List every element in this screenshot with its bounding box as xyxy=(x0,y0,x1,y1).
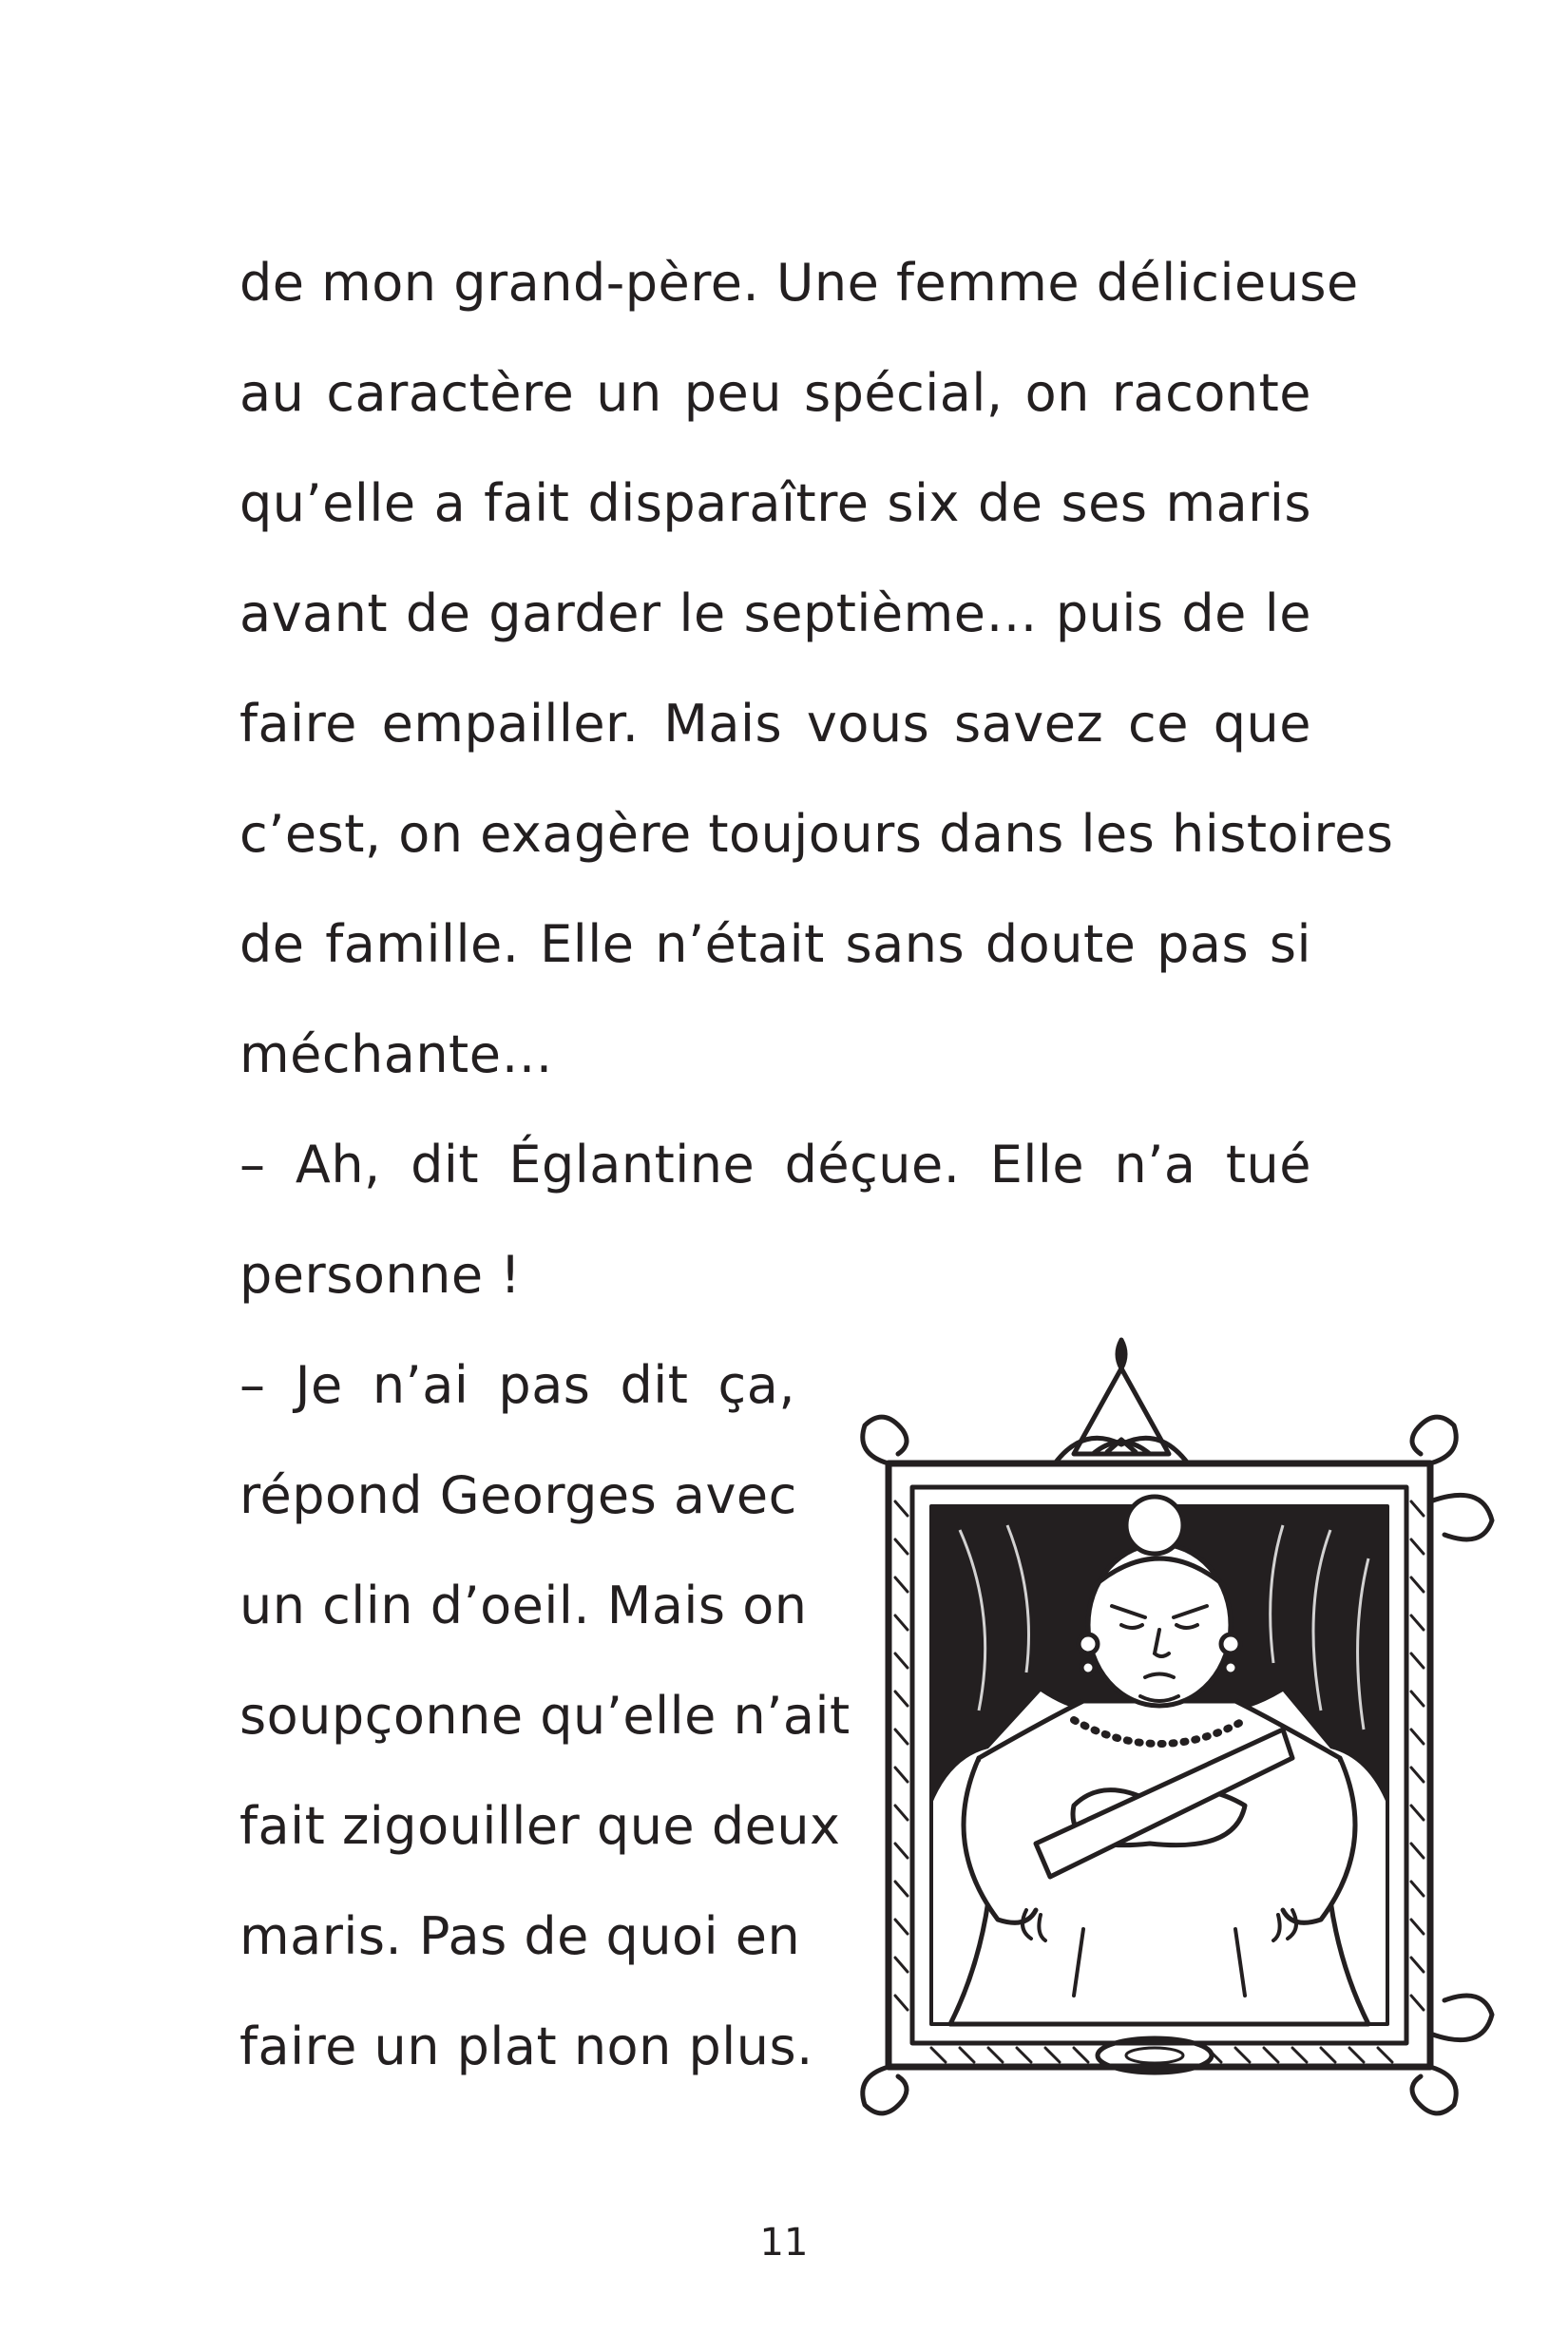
text-line: de famille. Elle n’était sans doute pas si xyxy=(239,914,1311,974)
text-line: qu’elle a fait disparaître six de ses maris xyxy=(239,473,1311,533)
dialogue-line: – Je n’ai pas dit ça, xyxy=(239,1355,795,1415)
text-line: méchante… xyxy=(239,1024,553,1084)
text-line: soupçonne qu’elle n’ait xyxy=(239,1686,851,1746)
text-line: répond Georges avec xyxy=(239,1465,797,1525)
text-line: faire un plat non plus. xyxy=(239,2017,813,2076)
text-line: au caractère un peu spécial, on raconte xyxy=(239,363,1311,423)
dialogue-line: – Ah, dit Églantine déçue. Elle n’a tué xyxy=(239,1135,1311,1195)
text-line: de mon grand-père. Une femme délicieuse xyxy=(239,253,1359,313)
text-line: un clin d’oeil. Mais on xyxy=(239,1576,808,1635)
text-line: maris. Pas de quoi en xyxy=(239,1906,801,1966)
framed-portrait-icon xyxy=(836,1311,1501,2148)
text-line: c’est, on exagère toujours dans les histoires xyxy=(239,804,1394,864)
text-line: personne ! xyxy=(239,1245,522,1305)
text-line: faire empailler. Mais vous savez ce que xyxy=(239,694,1311,754)
text-line: fait zigouiller que deux xyxy=(239,1796,841,1856)
page-number: 11 xyxy=(759,2221,809,2265)
text-line: avant de garder le septième… puis de le xyxy=(239,583,1311,643)
